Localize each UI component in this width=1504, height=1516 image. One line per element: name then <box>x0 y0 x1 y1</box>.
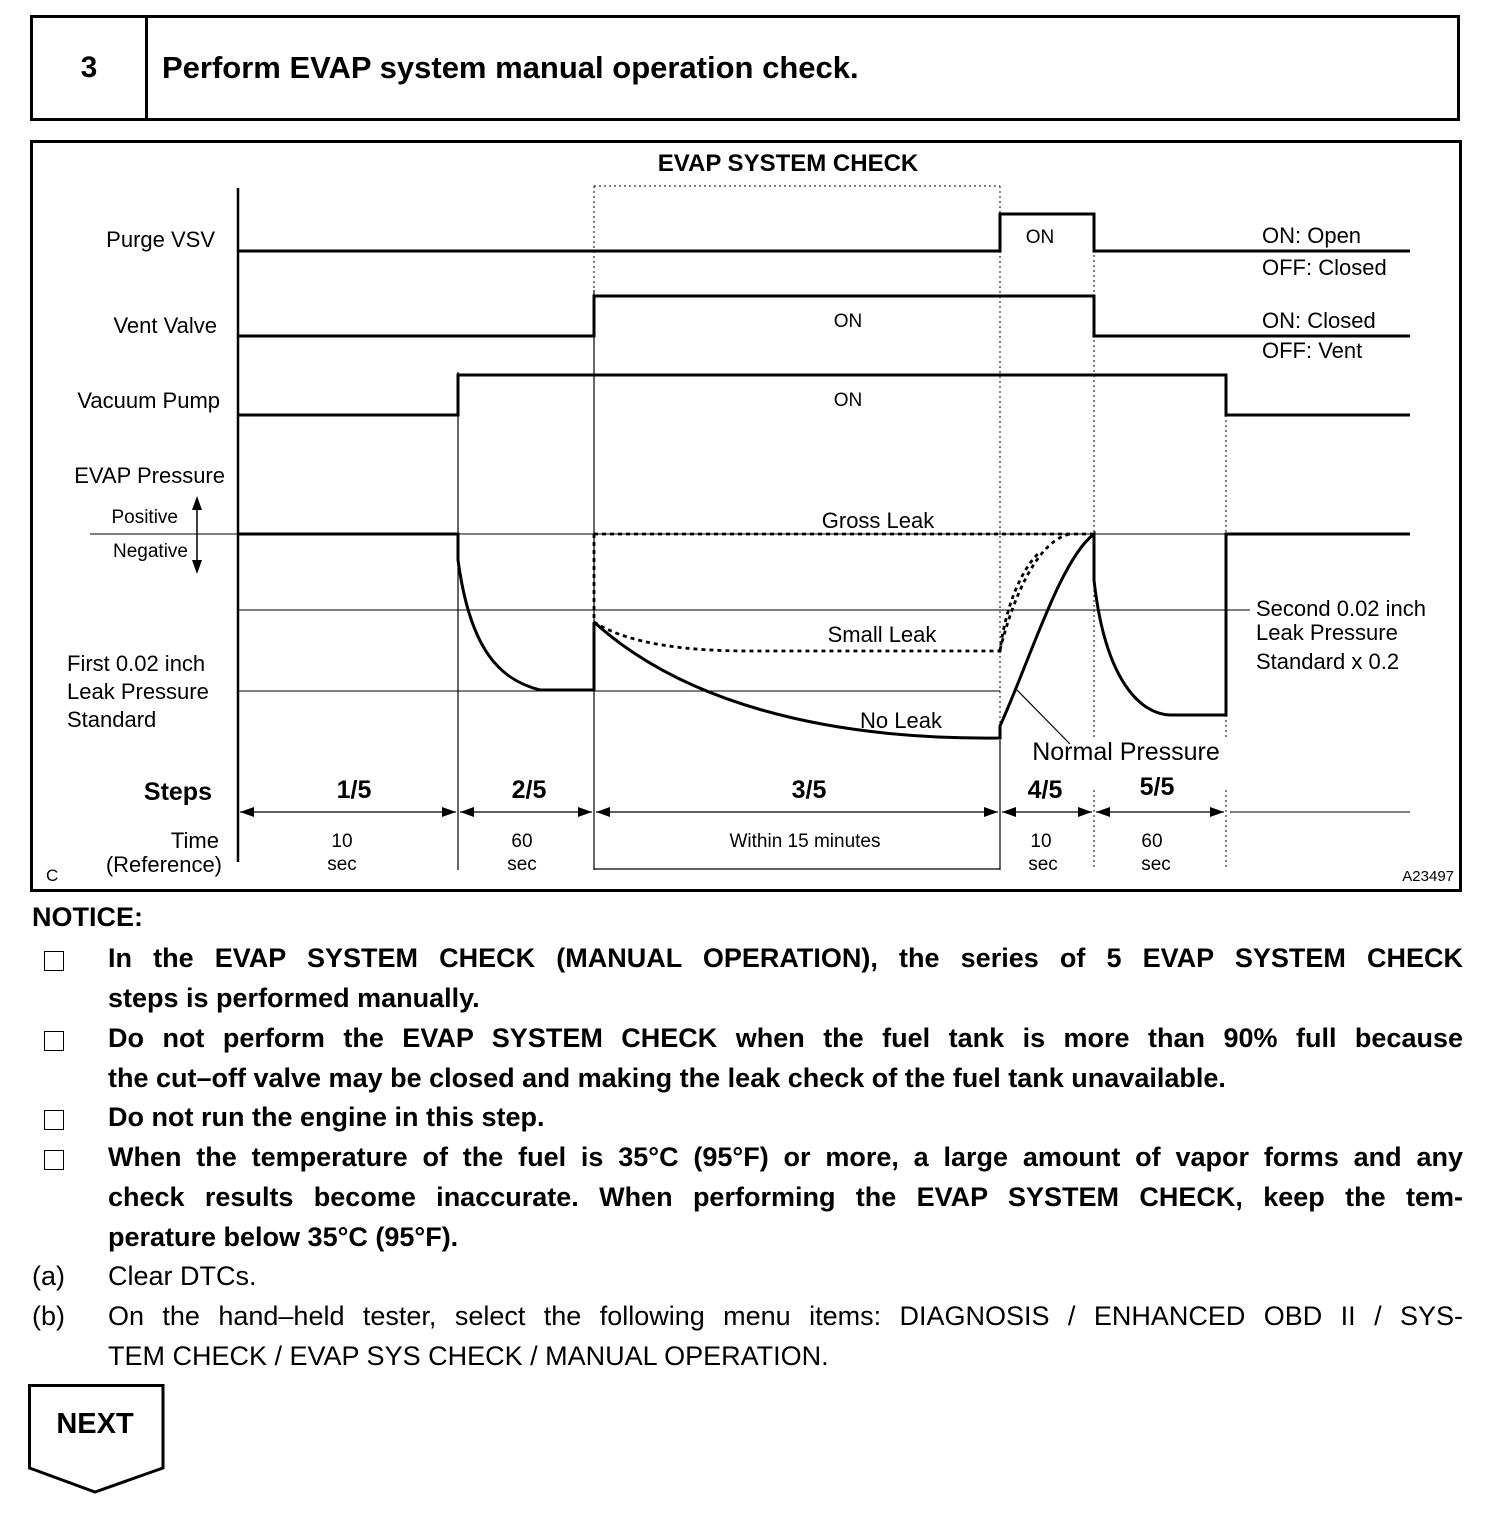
small-leak-curve <box>594 552 1040 651</box>
time-4-unit: sec <box>1028 854 1058 875</box>
notice-item-4-line-2: check results become inaccurate. When performing the EVAP SYSTEM CHECK, keep the tem- <box>108 1182 1463 1212</box>
notice-item-3-line-1: Do not run the engine in this step. <box>108 1102 545 1132</box>
step-title: Perform EVAP system manual operation check. <box>162 50 859 85</box>
legend-second-std-1: Second 0.02 inch <box>1256 596 1427 621</box>
instruction-b-line-1: On the hand–held tester, select the following menu items: DIAGNOSIS / ENHANCED OBD II / SYS- <box>108 1301 1463 1331</box>
step-header <box>30 15 1460 121</box>
step-1: 1/5 <box>336 776 372 804</box>
label-time: Time <box>170 828 219 853</box>
curve-label-normal: Normal Pressure <box>1032 738 1220 766</box>
legend-vent-on: ON: Closed <box>1262 308 1376 333</box>
curve-label-no-leak: No Leak <box>860 708 942 733</box>
notice-item-4-line-3: perature below 35°C (95°F). <box>108 1222 459 1252</box>
curve-label-gross: Gross Leak <box>821 508 935 533</box>
time-1-value: 10 <box>331 831 353 852</box>
notice-item-2-line-1: Do not perform the EVAP SYSTEM CHECK when the fuel tank is more than 90% full because <box>108 1023 1463 1053</box>
instruction-a-text: Clear DTCs. <box>108 1261 257 1291</box>
step-arrows <box>240 807 1224 817</box>
time-5-value: 60 <box>1141 831 1163 852</box>
label-evap-pressure: EVAP Pressure <box>74 463 225 488</box>
evap-timing-diagram <box>30 140 1462 892</box>
figure-id: A23497 <box>1402 868 1454 885</box>
curve-label-small: Small Leak <box>827 622 937 647</box>
purge-on-label: ON <box>1025 227 1055 248</box>
notice-item-2-line-2: the cut–off valve may be closed and making the leak check of the fuel tank unavailable. <box>108 1063 1226 1093</box>
label-first-std-2: Leak Pressure <box>67 679 209 704</box>
legend-second-std-3: Standard x 0.2 <box>1256 649 1400 674</box>
notice-item-1-line-1: In the EVAP SYSTEM CHECK (MANUAL OPERATION), the series of 5 EVAP SYSTEM CHECK <box>108 943 1463 973</box>
purge-vsv-trace <box>238 214 1410 251</box>
vent-valve-trace <box>238 296 1410 336</box>
label-positive: Positive <box>111 507 178 528</box>
next-button[interactable] <box>28 1384 168 1496</box>
notice-item-4-line-1: When the temperature of the fuel is 35°C (95°F) or more, a large amount of vapor forms and any <box>108 1142 1463 1172</box>
notice-title: NOTICE: <box>32 902 143 932</box>
label-negative: Negative <box>113 541 188 562</box>
label-steps: Steps <box>143 778 212 806</box>
instruction-a-label: (a) <box>32 1261 65 1291</box>
checkbox-bullet-icon <box>44 1150 64 1170</box>
next-label: NEXT <box>56 1408 134 1440</box>
gross-leak-curve <box>594 534 1094 622</box>
vacuum-pump-trace <box>238 375 1410 415</box>
step-number: 3 <box>33 18 148 118</box>
instruction-b-line-2: TEM CHECK / EVAP SYS CHECK / MANUAL OPERATION. <box>108 1341 829 1371</box>
time-2-unit: sec <box>507 854 537 875</box>
legend-purge-on: ON: Open <box>1262 223 1362 248</box>
step-2: 2/5 <box>511 776 547 804</box>
evap-pressure-trace <box>238 534 594 690</box>
legend-second-std-2: Leak Pressure <box>1256 620 1398 645</box>
corner-code: C <box>46 866 59 885</box>
checkbox-bullet-icon <box>44 1110 64 1130</box>
pump-on-label: ON <box>833 390 863 411</box>
time-2-value: 60 <box>511 831 533 852</box>
step-3: 3/5 <box>791 776 827 804</box>
time-3-value: Within 15 minutes <box>729 831 881 852</box>
label-first-std-3: Standard <box>67 707 157 732</box>
label-purge-vsv: Purge VSV <box>106 227 215 252</box>
label-vacuum-pump: Vacuum Pump <box>77 388 220 413</box>
label-reference: (Reference) <box>105 852 222 877</box>
diagram-title: EVAP SYSTEM CHECK <box>657 150 919 177</box>
label-first-std-1: First 0.02 inch <box>67 651 206 676</box>
instruction-b-label: (b) <box>32 1301 65 1331</box>
vent-on-label: ON <box>833 311 863 332</box>
checkbox-bullet-icon <box>44 951 64 971</box>
checkbox-bullet-icon <box>44 1031 64 1051</box>
time-5-unit: sec <box>1141 854 1171 875</box>
legend-purge-off: OFF: Closed <box>1262 255 1387 280</box>
notice-item-1-line-2: steps is performed manually. <box>108 983 480 1013</box>
legend-vent-off: OFF: Vent <box>1262 338 1363 363</box>
step-4: 4/5 <box>1027 776 1063 804</box>
step-5: 5/5 <box>1139 773 1175 801</box>
time-4-value: 10 <box>1030 831 1052 852</box>
label-vent-valve: Vent Valve <box>113 313 217 338</box>
time-1-unit: sec <box>327 854 357 875</box>
